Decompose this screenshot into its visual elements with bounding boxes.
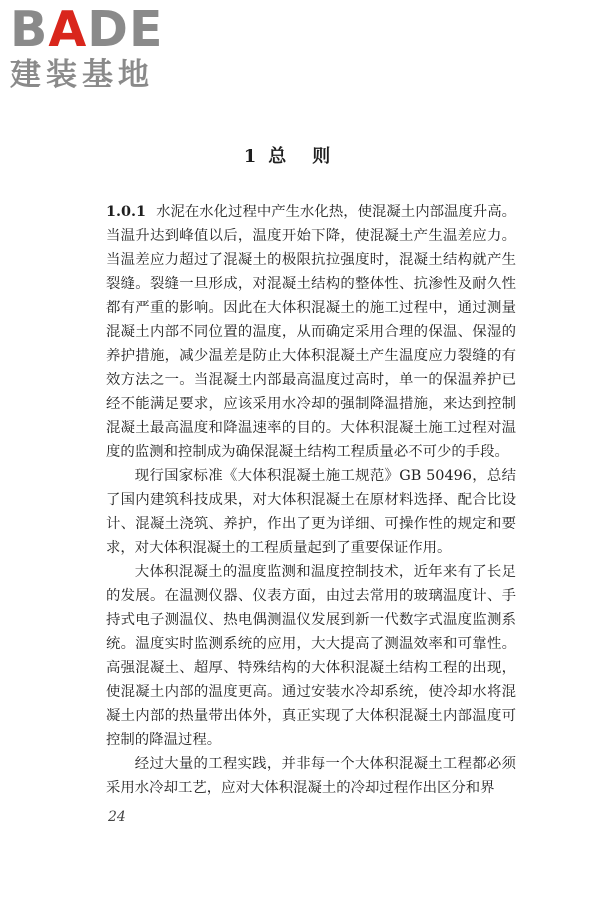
logo-wordmark — [10, 1, 164, 58]
paragraph-4: 经过大量的工程实践，并非每一个大体积混凝土工程都必须采用水冷却工艺，应对大体积混凝土的冷却过程作出区分和界 — [106, 756, 516, 796]
clause-number: 1.0.1 — [106, 203, 147, 220]
chapter-number: 1 — [243, 146, 257, 167]
paragraph-3: 大体积混凝土的温度监测和温度控制技术，近年来有了长足的发展。在温测仪器、仪表方面，由过去常用的玻璃温度计、手持式电子测温仪、热电偶测温仪发展到新一代数字式温度监测系统。温度实时监测系统的应用，大大提高了测温效率和可靠性。高强混凝土、超厚、特殊结构的大体积混凝土结构工程的出现，使混凝土内部的温度更高。通过安装水冷却系统，使冷却水将混凝土内部的热量带出体外，真正实现了大体积混凝土内部温度可控制的降温过程。 — [106, 564, 516, 748]
body-text — [106, 200, 516, 800]
paragraph-1-text: 水泥在水化过程中产生水化热，使混凝土内部温度升高。当温升达到峰值以后，温度开始下降，使混凝土产生温差应力。当温差应力超过了混凝土的极限抗拉强度时，混凝土结构就产生裂缝。裂缝一旦形成，对混凝土结构的整体性、抗渗性及耐久性都有严重的影响。因此在大体积混凝土的施工过程中，通过测量混凝土内部不同位置的温度，从而确定采用合理的保温、保湿的养护措施，减少温差是防止大体积混凝土产生温度应力裂缝的有效方法之一。当混凝土内部最高温度过高时，单一的保温养护已经不能满足要求，应该采用水冷却的强制降温措施，来达到控制混凝土最高温度和降温速率的目的。大体积混凝土施工过程对温度的监测和控制成为确保混凝土结构工程质量必不可少的手段。 — [106, 204, 516, 460]
bade-logo — [10, 1, 190, 94]
page-number: 24 — [108, 809, 126, 825]
logo-chinese-name: 建装基地 — [10, 57, 154, 93]
paragraph-1 — [106, 200, 516, 464]
logo-letter-b: B — [10, 1, 49, 58]
paragraph-2: 现行国家标准《大体积混凝土施工规范》GB 50496，总结了国内建筑科技成果，对大体积混凝土在原材料选择、配合比设计、混凝土浇筑、养护，作出了更为详细、可操作性的规定和要求，对大体积混凝土的工程质量起到了重要保证作用。 — [106, 468, 516, 556]
chapter-name: 总则 — [268, 146, 357, 167]
logo-letter-a: A — [48, 1, 88, 58]
chapter-title — [0, 145, 600, 169]
logo-letters-de: DE — [87, 1, 164, 58]
